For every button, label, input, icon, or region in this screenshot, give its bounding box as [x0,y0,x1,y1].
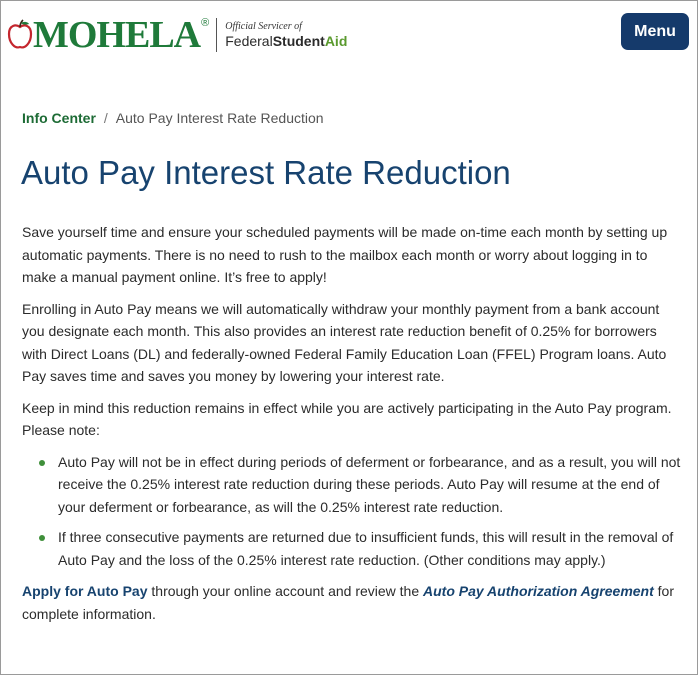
intro-paragraph: Save yourself time and ensure your scheduled payments will be made on-time each month by setting up automatic payments. There is no need to rush to the mailbox each month or worry about logging in to make a manual payment online. It’s free to apply! [22,224,668,285]
cta-paragraph [22,580,682,625]
site-header [1,1,697,69]
cta-middle-text: through your online account and review the [147,583,424,599]
list-item [22,526,682,571]
cta-end-text: for complete information. [22,583,675,622]
enrollment-paragraph: Enrolling in Auto Pay means we will automatically withdraw your monthly payment from a bank account you designate each month. This also provides an interest rate reduction benefit of 0.25% for borrowers with Direct Loans (DL) and federally-owned Federal Family Education Loan (FFEL) Program loans. Auto Pay saves time and saves you money by lowering your interest rate. [22,300,667,384]
authorization-agreement-link[interactable]: Auto Pay Authorization Agreement [423,583,654,599]
list-item-text: If three consecutive payments are returned due to insufficient funds, this will result in the removal of Auto Pay and the loss of the 0.25% interest rate reduction. (Other conditions may apply.) [58,529,674,568]
reminder-paragraph: Keep in mind this reduction remains in effect while you are actively participating in the Auto Pay program. Please note: [22,399,672,438]
servicer-line: Official Servicer of [225,21,302,32]
main-content [22,221,682,634]
apply-auto-pay-link[interactable]: Apply for Auto Pay [22,583,148,599]
breadcrumb-separator: / [103,110,108,126]
list-item [22,451,682,519]
logo-wordmark: MOHELA [33,14,201,56]
logo-divider [216,18,217,52]
apple-icon [7,18,33,52]
bullet-dot-icon [39,460,45,466]
fsa-logo [225,22,347,48]
fsa-wordmark [225,34,347,48]
breadcrumb-info-center[interactable]: Info Center [22,110,96,126]
registered-mark: ® [201,17,210,29]
page-title: Auto Pay Interest Rate Reduction [21,154,511,191]
bullet-dot-icon [39,535,45,541]
fsa-federal: Federal [225,33,273,49]
menu-button[interactable]: Menu [621,13,689,50]
mohela-logo[interactable] [7,15,347,55]
fsa-aid: Aid [324,33,348,49]
breadcrumb [22,109,324,127]
list-item-text: Auto Pay will not be in effect during periods of deferment or forbearance, and as a result, you will not receive the 0.25% interest rate reduction during these periods. Auto Pay will resume at the end of your deferment or forbearance, as will the 0.25% interest rate reduction. [58,453,681,515]
breadcrumb-current: Auto Pay Interest Rate Reduction [115,110,324,126]
fsa-student: Student [272,33,325,49]
conditions-list [22,451,682,572]
